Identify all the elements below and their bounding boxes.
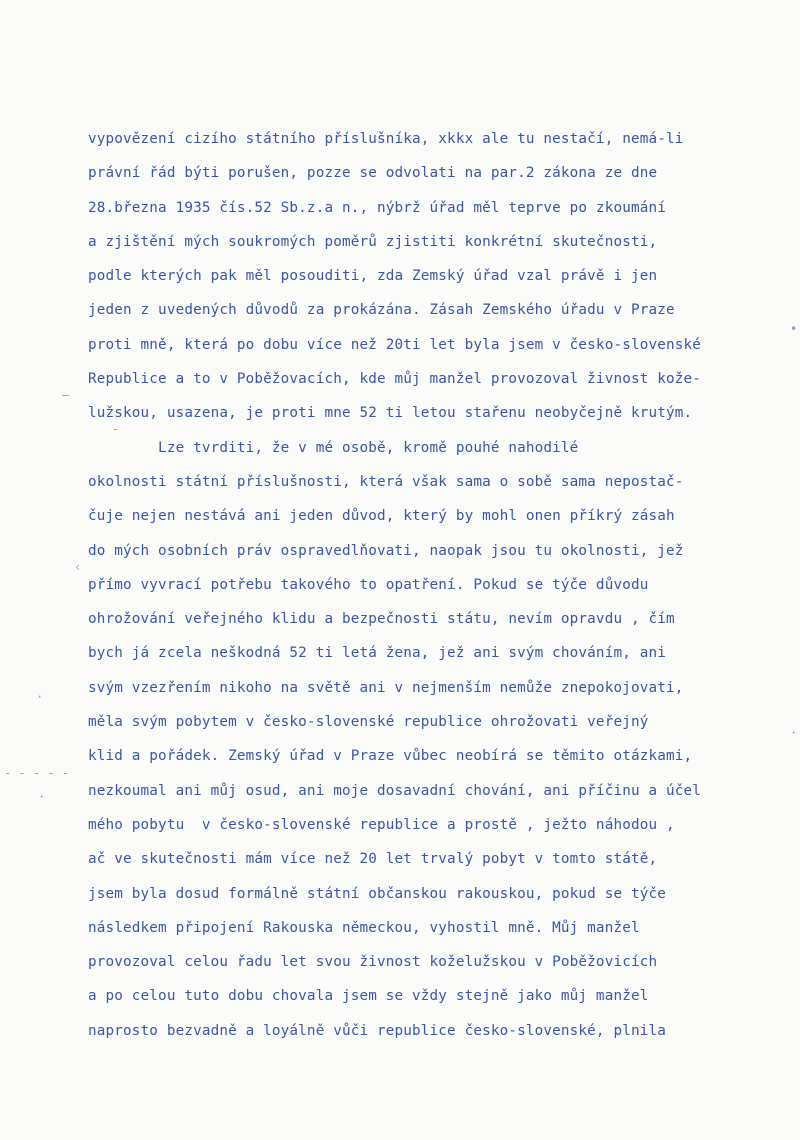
text-line: okolnosti státní příslušnosti, která však sama o sobě sama nepostač- <box>88 473 684 490</box>
text-line: 28.března 1935 čís.52 Sb.z.a n., nýbrž úřad měl teprve po zkoumání <box>88 199 666 216</box>
margin-dot-mark: · <box>38 790 46 804</box>
text-line: naprosto bezvadně a loyálně vůči republice česko-slovenské, plnila <box>88 1022 666 1039</box>
margin-dash-mark: - - - - - <box>4 766 70 780</box>
text-line: a zjištění mých soukromých poměrů zjistiti konkrétní skutečnosti, <box>88 233 658 250</box>
text-line: jsem byla dosud formálně státní občanskou rakouskou, pokud se týče <box>88 885 666 902</box>
text-line: lužskou, usazena, je proti mne 52 ti letou stařenu neobyčejně krutým. <box>88 405 693 422</box>
margin-dot-mark: • <box>790 322 798 336</box>
text-line: Lze tvrditi, že v mé osobě, kromě pouhé nahodilé <box>88 439 579 456</box>
text-line: podle kterých pak měl posouditi, zda Zemský úřad vzal právě i jen <box>88 268 658 285</box>
text-line: Republice a to v Poběžovacích, kde můj manžel provozoval živnost kože- <box>88 371 702 388</box>
text-line: měla svým pobytem v česko-slovenské republice ohrožovati veřejný <box>88 714 649 731</box>
body-text <box>88 122 788 1048</box>
text-line: do mých osobních práv ospravedlňovati, naopak jsou tu okolnosti, jež <box>88 542 684 559</box>
text-line: provozoval celou řadu let svou živnost koželužskou v Poběžovicích <box>88 954 658 971</box>
text-line: čuje nejen nestává ani jeden důvod, který by mohl onen příkrý zásah <box>88 508 675 525</box>
margin-dot-mark: · <box>36 690 44 704</box>
text-line: následkem připojení Rakouska německou, vyhostil mně. Můj manžel <box>88 919 640 936</box>
text-line: mého pobytu v česko-slovenské republice a prostě , ježto náhodou , <box>88 816 675 833</box>
text-line: proti mně, která po dobu více než 20ti let byla jsem v česko-slovenské <box>88 336 702 353</box>
margin-dot-mark: · <box>790 726 798 740</box>
text-line: přímo vyvrací potřebu takového to opatření. Pokud se týče důvodu <box>88 576 649 593</box>
text-line: ač ve skutečnosti mám více než 20 let trvalý pobyt v tomto státě, <box>88 851 658 868</box>
text-line: ohrožování veřejného klidu a bezpečnosti státu, nevím opravdu , čím <box>88 611 675 628</box>
text-line: klid a pořádek. Zemský úřad v Praze vůbec neobírá se těmito otázkami, <box>88 748 693 765</box>
text-line: právní řád býti porušen, pozze se odvolati na par.2 zákona ze dne <box>88 165 658 182</box>
text-line: a po celou tuto dobu chovala jsem se vždy stejně jako můj manžel <box>88 988 649 1005</box>
text-line: bych já zcela neškodná 52 ti letá žena, jež ani svým chováním, ani <box>88 645 666 662</box>
text-line: jeden z uvedených důvodů za prokázána. Zásah Zemského úřadu v Praze <box>88 302 675 319</box>
text-line: svým vzezřením nikoho na světě ani v nejmenším nemůže znepokojovati, <box>88 679 684 696</box>
text-line: nezkoumal ani můj osud, ani moje dosavadní chování, ani příčinu a účel <box>88 782 702 799</box>
text-line: vypovězení cizího státního příslušníka, xkkx ale tu nestačí, nemá-li <box>88 131 684 147</box>
margin-dash-mark: – <box>62 388 70 402</box>
margin-dash-mark: - <box>112 422 120 436</box>
margin-tick-mark: ‹ <box>74 560 82 574</box>
